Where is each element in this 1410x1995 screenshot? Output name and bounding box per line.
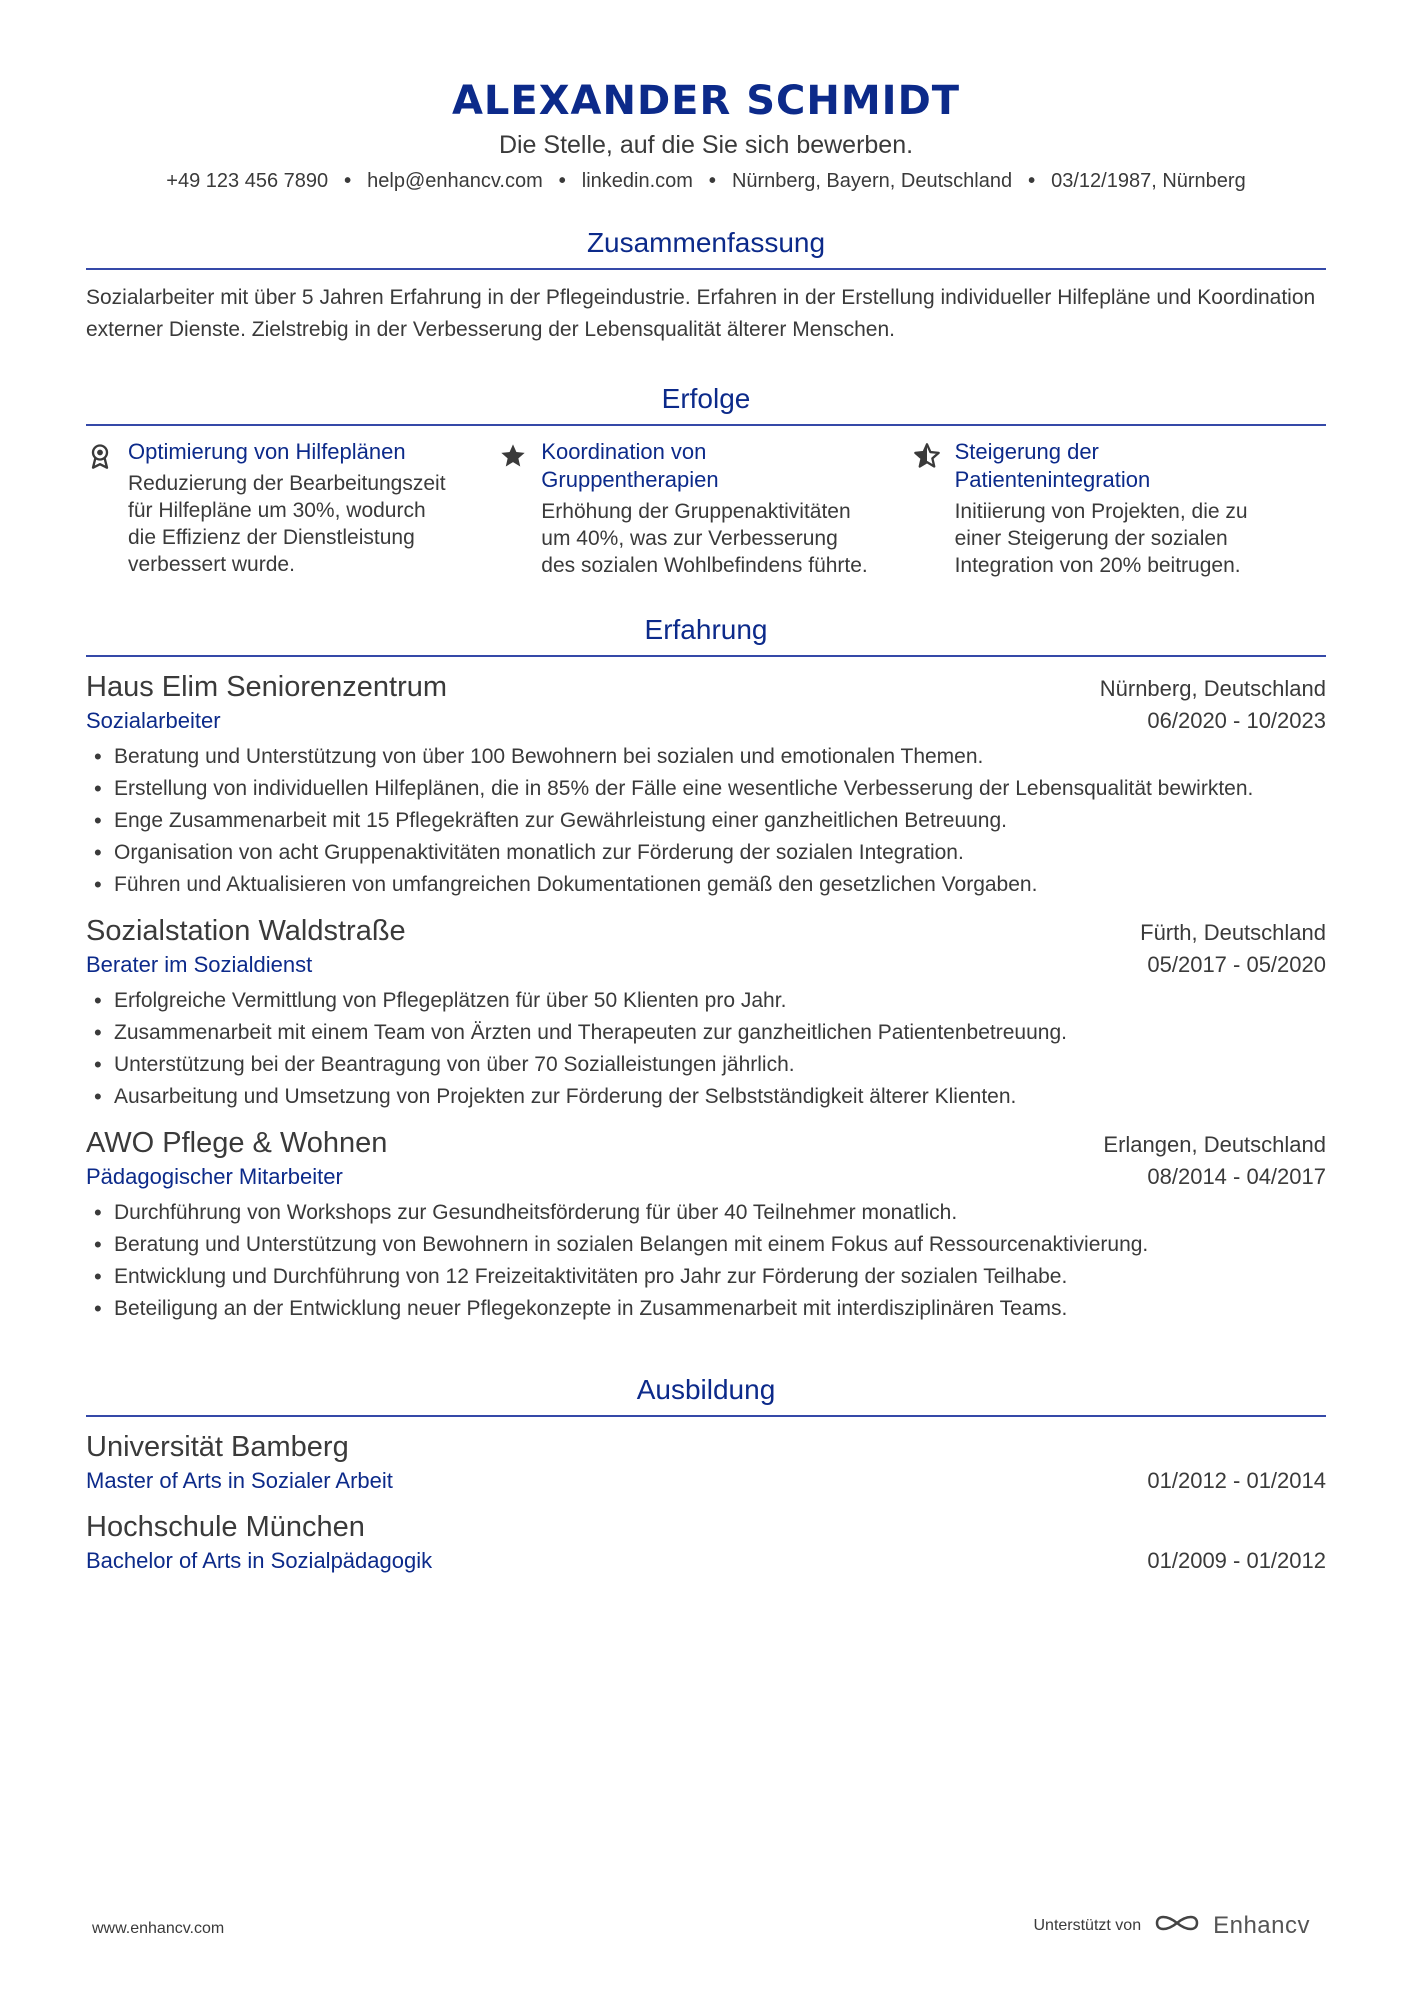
job-role: Pädagogischer Mitarbeiter [86,1164,343,1189]
job-location: Erlangen, Deutschland [1103,1132,1326,1157]
job-location: Nürnberg, Deutschland [1099,676,1326,701]
job-entry [86,669,1326,901]
job-role: Sozialarbeiter [86,708,221,733]
brand-name: Enhancv [1213,1911,1310,1939]
target-position: Die Stelle, auf die Sie sich bewerben. [498,131,914,159]
bullet-item: • Organisation von acht Gruppenaktivitäten monatlich zur Förderung der sozialen Integration. [86,837,1326,869]
degree: Bachelor of Arts in Sozialpädagogik [86,1548,433,1573]
section-title-experience: Erfahrung [86,613,1326,657]
bullet-item: • Beratung und Unterstützung von über 100 Bewohnern bei sozialen und emotionalen Themen. [86,741,1326,773]
half-star-icon [913,438,955,579]
summary-text: Sozialarbeiter mit über 5 Jahren Erfahrung in der Pflegeindustrie. Erfahren in der Erstellung individueller Hilfepläne und Koordination externer Dienste. Zielstrebig in der Verbesserung der Lebensqualität älterer Menschen. [86,286,1316,341]
bullet-item: • Enge Zusammenarbeit mit 15 Pflegekräften zur Gewährleistung einer ganzheitlichen Betreuung. [86,805,1326,837]
candidate-name: ALEXANDER SCHMIDT [451,78,961,124]
footer-website[interactable]: www.enhancv.com [92,1920,225,1937]
resume-page [86,0,1326,1577]
school-name: Universität Bamberg [86,1431,349,1463]
powered-by-label: Unterstützt von [1033,1916,1142,1934]
achievement-item [913,438,1326,579]
achievement-title: Koordination von Gruppentherapien [541,439,719,492]
education-entry [86,1509,1326,1577]
achievement-description: Initiierung von Projekten, die zu einer Steigerung der sozialen Integration von 20% beitrugen. [954,500,1248,577]
achievement-description: Erhöhung der Gruppenaktivitäten um 40%, was zur Verbesserung des sozialen Wohlbefindens führte. [541,500,868,577]
education-entry [86,1429,1326,1497]
job-dates: 08/2014 - 04/2017 [1147,1164,1326,1189]
section-title-education: Ausbildung [86,1373,1326,1417]
section-title-achievements: Erfolge [86,382,1326,426]
achievements-section [86,382,1326,579]
job-entry [86,913,1326,1113]
achievement-item [499,438,912,579]
separator-dot: • [708,170,716,192]
company-name: Haus Elim Seniorenzentrum [86,671,448,703]
contact-line [86,168,1326,194]
bullet-item: • Führen und Aktualisieren von umfangreichen Dokumentationen gemäß den gesetzlichen Vorgaben. [86,869,1326,901]
job-bullets [86,985,1326,1113]
bullet-item: • Erfolgreiche Vermittlung von Pflegeplätzen für über 50 Klienten pro Jahr. [86,985,1326,1017]
bullet-item: • Beratung und Unterstützung von Bewohnern in sozialen Belangen mit einem Fokus auf Ressourcenaktivierung. [86,1229,1326,1261]
education-dates: 01/2009 - 01/2012 [1147,1548,1326,1573]
bullet-item: • Beteiligung an der Entwicklung neuer Pflegekonzepte in Zusammenarbeit mit interdisziplinären Teams. [86,1293,1326,1325]
bullet-item: • Erstellung von individuellen Hilfeplänen, die in 85% der Fälle eine wesentliche Verbesserung der Lebensqualität bewirkten. [86,773,1326,805]
degree: Master of Arts in Sozialer Arbeit [86,1468,393,1493]
achievements-list [86,438,1326,579]
birth-info: 03/12/1987, Nürnberg [1051,170,1246,192]
star-icon [499,438,541,579]
phone: +49 123 456 7890 [166,170,329,192]
resume-header [86,0,1326,194]
job-entry [86,1125,1326,1325]
achievement-title: Optimierung von Hilfeplänen [128,439,406,464]
bullet-item: • Zusammenarbeit mit einem Team von Ärzten und Therapeuten zur ganzheitlichen Patientenbetreuung. [86,1017,1326,1049]
job-location: Fürth, Deutschland [1140,920,1326,945]
school-name: Hochschule München [86,1511,365,1543]
enhancv-logo-icon [1153,1910,1201,1941]
job-bullets [86,741,1326,901]
achievement-description: Reduzierung der Bearbeitungszeit für Hilfepläne um 30%, wodurch die Effizienz der Dienstleistung verbessert wurde. [128,472,446,576]
linkedin[interactable]: linkedin.com [581,170,693,192]
bullet-item: • Ausarbeitung und Umsetzung von Projekten zur Förderung der Selbstständigkeit älterer Klienten. [86,1081,1326,1113]
achievement-title: Steigerung der Patientenintegration [954,439,1151,492]
separator-dot: • [344,170,352,192]
footer-branding [1033,1910,1310,1941]
job-bullets [86,1197,1326,1325]
section-title-summary: Zusammenfassung [86,226,1326,270]
job-dates: 06/2020 - 10/2023 [1147,708,1326,733]
location: Nürnberg, Bayern, Deutschland [731,170,1013,192]
achievement-item [86,438,499,579]
education-section [86,1373,1326,1577]
bullet-item: • Durchführung von Workshops zur Gesundheitsförderung für über 40 Teilnehmer monatlich. [86,1197,1326,1229]
bullet-item: • Entwicklung und Durchführung von 12 Freizeitaktivitäten pro Jahr zur Förderung der sozialen Teilhabe. [86,1261,1326,1293]
company-name: Sozialstation Waldstraße [86,915,406,947]
summary-section [86,226,1326,346]
education-dates: 01/2012 - 01/2014 [1147,1468,1326,1493]
bullet-item: • Unterstützung bei der Beantragung von über 70 Sozialleistungen jährlich. [86,1049,1326,1081]
email[interactable]: help@enhancv.com [367,170,543,192]
separator-dot: • [1028,170,1036,192]
award-icon [86,438,128,579]
company-name: AWO Pflege & Wohnen [86,1127,388,1159]
experience-section [86,613,1326,1325]
job-role: Berater im Sozialdienst [86,952,313,977]
separator-dot: • [558,170,566,192]
job-dates: 05/2017 - 05/2020 [1147,952,1326,977]
